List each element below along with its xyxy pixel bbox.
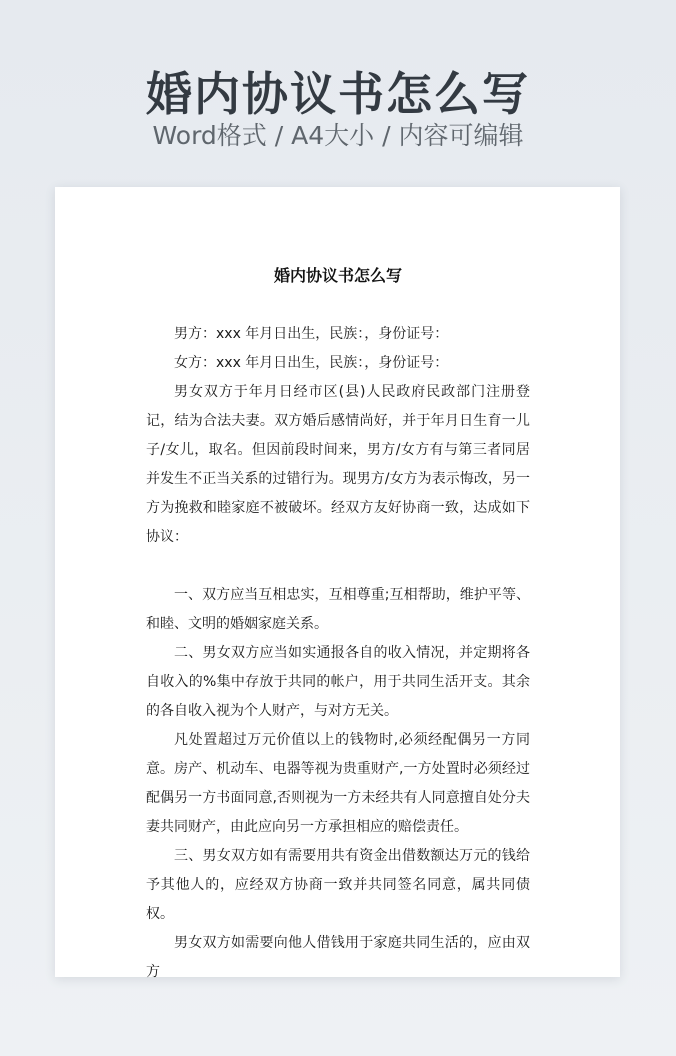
paragraph-borrowing: 男女双方如需要向他人借钱用于家庭共同生活的，应由双方 [146, 935, 530, 980]
paragraph-property: 凡处置超过万元价值以上的钱物时,必须经配偶另一方同意。房产、机动车、电器等视为贵重财产,一方处置时必须经过配偶另一方书面同意,否则视为一方未经共有人同意擅自处分夫妻共同财产，由此应向另一方承担相应的赔偿责任。 [146, 732, 530, 835]
banner-title: 婚内协议书怎么写 [146, 67, 530, 121]
paragraph-clause-1: 一、双方应当互相忠实，互相尊重;互相帮助，维护平等、和睦、文明的婚姻家庭关系。 [146, 587, 530, 632]
paragraph-clause-3: 三、男女双方如有需要用共有资金出借数额达万元的钱给予其他人的，应经双方协商一致并共同签名同意，属共同债权。 [146, 848, 530, 922]
paragraph-wife-info: 女方：xxx 年月日出生，民族：，身份证号： [174, 355, 449, 371]
document-body [146, 320, 530, 987]
banner-subtitle: Word格式 / A4大小 / 内容可编辑 [152, 121, 524, 150]
banner [0, 0, 676, 180]
paragraph-preamble: 男女双方于年月日经市区(县)人民政府民政部门注册登记，结为合法夫妻。双方婚后感情尚好，并于年月日生育一儿子/女儿，取名。但因前段时间来，男方/女方有与第三者同居并发生不正当关系的过错行为。现男方/女方为表示悔改，另一方为挽救和睦家庭不被破坏。经双方友好协商一致，达成如下协议： [146, 384, 530, 545]
paragraph-husband-info: 男方：xxx 年月日出生，民族：，身份证号： [174, 326, 449, 342]
document-title: 婚内协议书怎么写 [273, 266, 402, 285]
paragraph-clause-2: 二、男女双方应当如实通报各自的收入情况，并定期将各自收入的%集中存放于共同的帐户，用于共同生活开支。其余的各自收入视为个人财产，与对方无关。 [146, 645, 530, 719]
paragraph-spacer [146, 552, 530, 581]
